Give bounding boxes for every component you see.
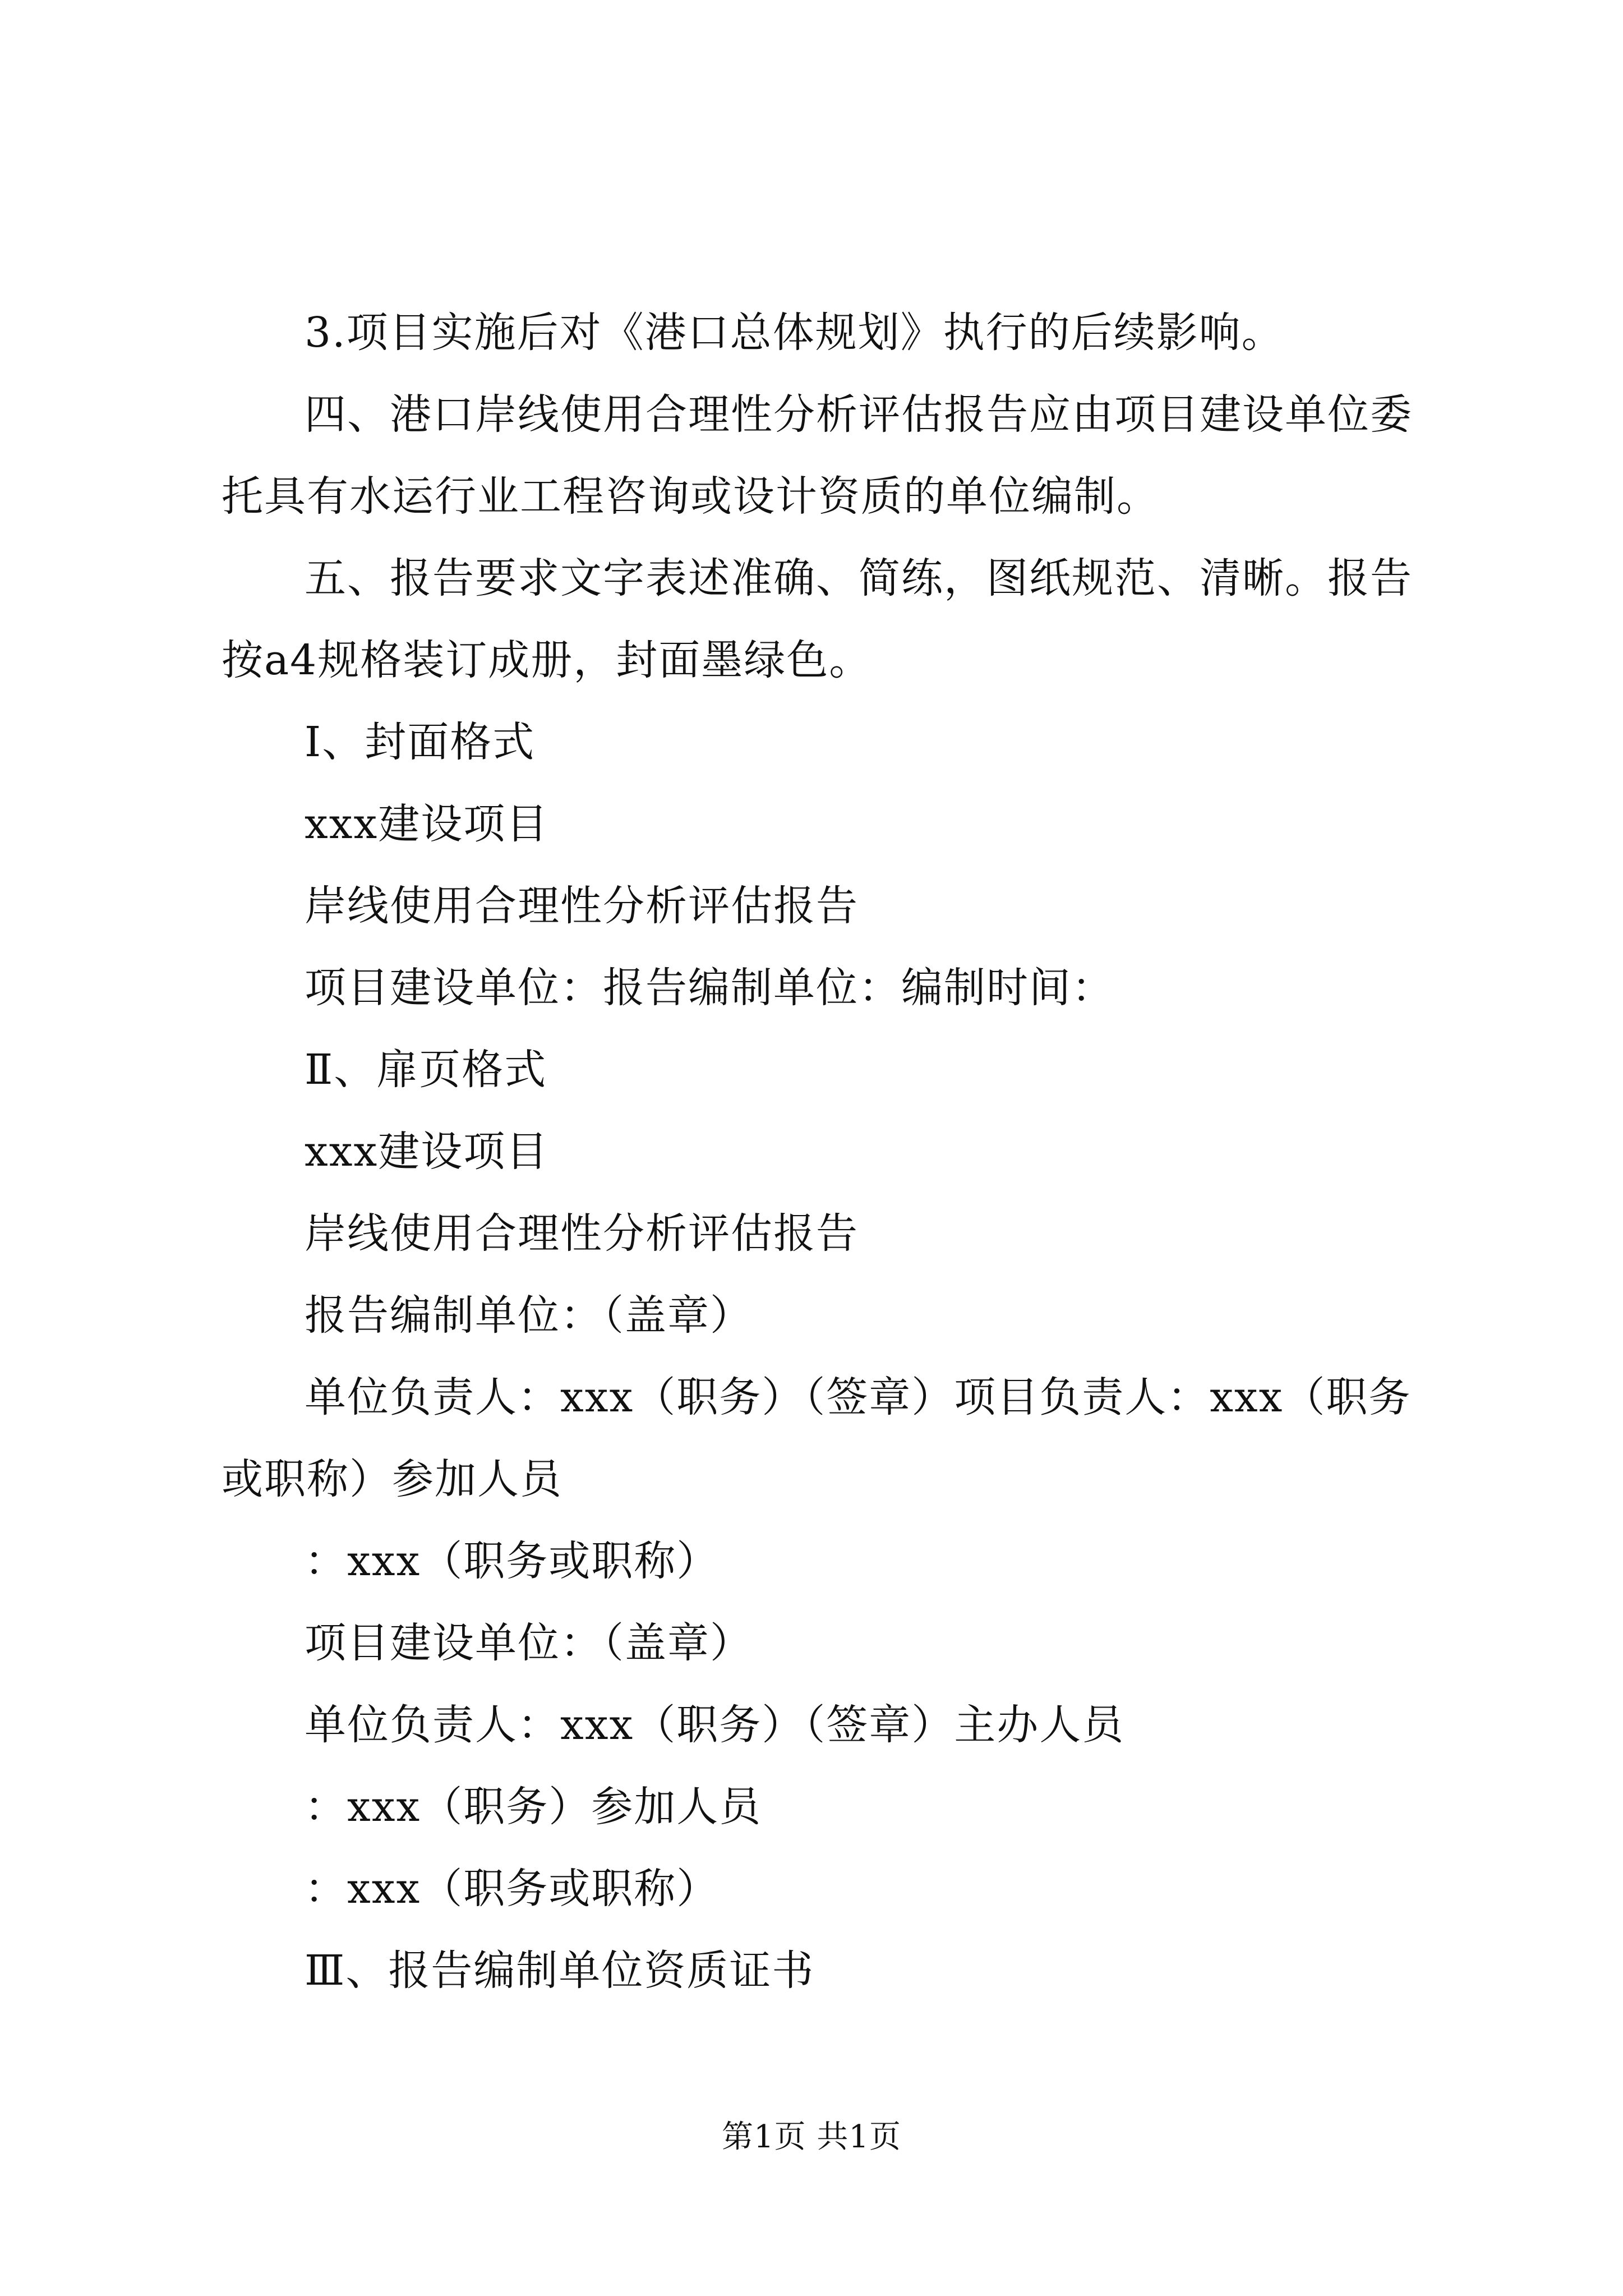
section-heading: Ⅰ、封面格式 bbox=[305, 718, 536, 766]
paragraph: 项目建设单位：报告编制单位：编制时间： bbox=[305, 964, 1114, 1012]
document-body bbox=[222, 292, 1427, 2012]
paragraph: xxx建设项目 bbox=[305, 1128, 549, 1176]
paragraph: ：xxx（职务）参加人员 bbox=[305, 1783, 762, 1831]
paragraph: 岸线使用合理性分析评估报告 bbox=[305, 882, 859, 930]
section-heading: Ⅲ、报告编制单位资质证书 bbox=[305, 1947, 815, 1995]
section-heading: Ⅱ、扉页格式 bbox=[305, 1046, 547, 1094]
paragraph: 单位负责人：xxx（职务）（签章）项目负责人：xxx（职务或职称）参加人员 bbox=[222, 1373, 1412, 1503]
page-number-footer: 第1页 共1页 bbox=[721, 2119, 902, 2155]
paragraph: 五、报告要求文字表述准确、简练，图纸规范、清晰。报告按a4规格装订成册，封面墨绿色。 bbox=[222, 554, 1413, 684]
paragraph: ：xxx（职务或职称） bbox=[305, 1537, 720, 1585]
paragraph: 项目建设单位：（盖章） bbox=[305, 1619, 753, 1667]
paragraph: 单位负责人：xxx（职务）（签章）主办人员 bbox=[305, 1701, 1125, 1749]
paragraph: 四、港口岸线使用合理性分析评估报告应由项目建设单位委托具有水运行业工程咨询或设计资质的单位编制。 bbox=[222, 390, 1413, 521]
paragraph: xxx建设项目 bbox=[305, 800, 549, 848]
paragraph: ：xxx（职务或职称） bbox=[305, 1865, 720, 1913]
paragraph: 岸线使用合理性分析评估报告 bbox=[305, 1209, 859, 1258]
paragraph: 3.项目实施后对《港口总体规划》执行的后续影响。 bbox=[305, 309, 1284, 357]
paragraph: 报告编制单位：（盖章） bbox=[305, 1291, 753, 1340]
